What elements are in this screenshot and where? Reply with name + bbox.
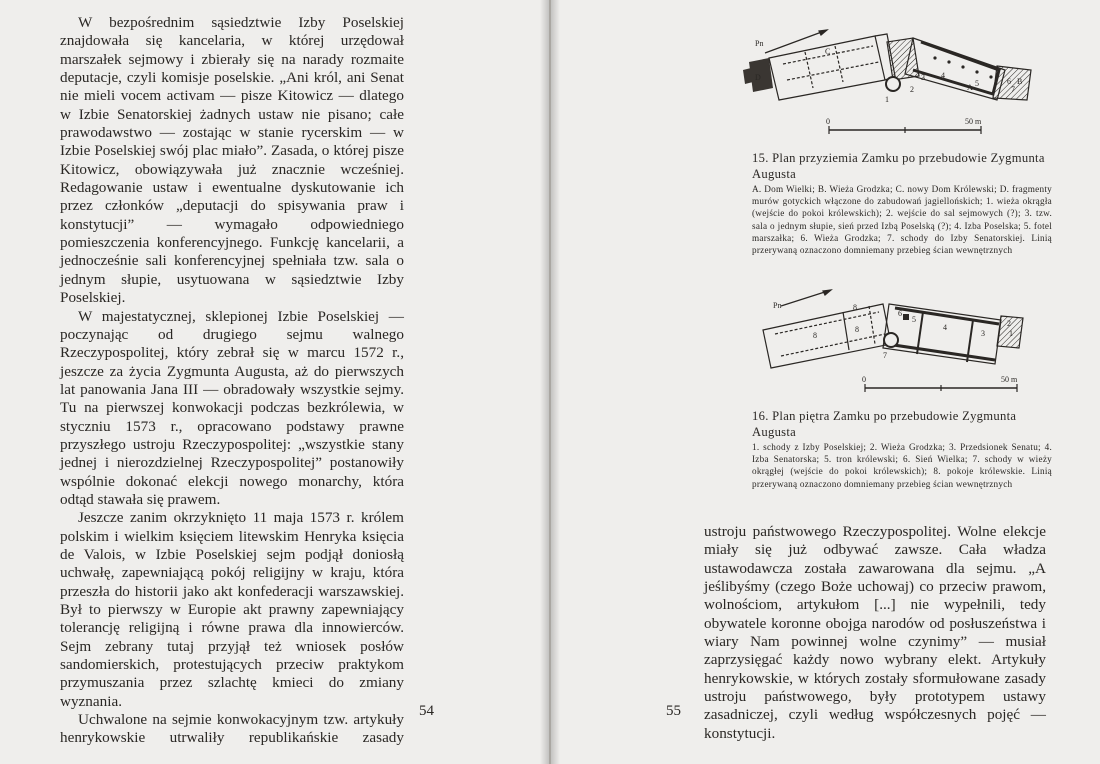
plan-label: 4 bbox=[941, 71, 945, 80]
plan-label: 7 bbox=[1011, 85, 1015, 94]
scale-label: 50 m bbox=[965, 117, 982, 126]
plan-label: 5 bbox=[912, 315, 916, 324]
plan-label: 8 bbox=[853, 303, 857, 312]
figure-16-floor-plan bbox=[755, 286, 1055, 396]
plan-label: 2 bbox=[1007, 319, 1011, 328]
north-label: Pn bbox=[755, 39, 764, 48]
north-label: Pn bbox=[773, 301, 782, 310]
plan-label: 1 bbox=[1009, 329, 1013, 338]
figure-16-caption-title: 16. Plan piętra Zamku po przebudowie Zygmunta Augusta bbox=[752, 409, 1017, 439]
figure-15-legend: A. Dom Wielki; B. Wieża Grodzka; C. nowy Dom Królewski; D. fragmenty murów gotyckich włączone do zabudowań jagiellońskich; 1. wieża okrągła (wejście do pokoi królewskich); 2. wejście do sal sejmowych (?); 3. tzw. sala o jednym słupie, sień przed Izbą Poselską (?); 4. Izba Poselska; 5. fotel marszałka; 6. Wieża Grodzka; 7. schody do Izby Senatorskiej. Linią przerywaną oznaczono domniemany przebieg ścian wewnętrznych bbox=[752, 184, 1052, 256]
scale-zero: 0 bbox=[826, 117, 830, 126]
plan-label: B bbox=[1017, 77, 1023, 86]
figure-15-caption-title: 15. Plan przyziemia Zamku po przebudowie Zygmunta Augusta bbox=[752, 151, 1045, 181]
figure-15-floor-plan bbox=[735, 18, 1055, 142]
left-page-body bbox=[60, 14, 404, 748]
figure-16-legend: 1. schody z Izby Poselskiej; 2. Wieża Grodzka; 3. Przedsionek Senatu; 4. Izba Senatorska; 5. tron królewski; 6. Sień Wielka; 7. schody w wieży okrągłej (wejście do pokoi królewskich); 8. pokoje królewskie. Linią przerywaną oznaczono domniemany przebieg ścian wewnętrznych bbox=[752, 442, 1052, 489]
page-number-left: 54 bbox=[419, 703, 434, 719]
paragraph: Uchwalone na sejmie konwokacyjnym tzw. artykuły henrykowskie utrwaliły republikańskie zasady bbox=[60, 711, 404, 747]
plan-label: 3 bbox=[981, 329, 985, 338]
paragraph: W bezpośrednim sąsiedztwie Izby Poselskiej znajdowała się kancelaria, w której urzędował marszałek sejmowy i zbierały się na narady rozmaite deputacje, czyli komisje poselskie. „Ani król, ani Senat nie mieli vocem activam — pisze Kitowicz — dlatego w Izbie Senatorskiej żadnych ustaw nie pisano; całe prawodawstwo — zostając w stanie rycerskim — w Izbie Poselskiej swój plac miało”. Zasada, o której pisze Kitowicz, obowiązywała już znacznie wcześniej. Redagowanie ustaw i ewentualne dyskutowanie ich przez członków „deputacji do spisywania praw i konstytucji” — wymagało odpowiedniego pomieszczenia konferencyjnego. Funkcję kancelarii, a jednocześnie sali konferencyjnej spełniała tzw. sala o jednym słupie, usytuowana w sąsiedztwie Izby Poselskiej. bbox=[60, 14, 404, 307]
scale-label: 50 m bbox=[1001, 375, 1018, 384]
paragraph: W majestatycznej, sklepionej Izbie Poselskiej — poczynając od drugiego sejmu walnego Rzeczypospolitej, który zebrał się w marcu 1572 r., jeszcze za życia Zygmunta Augusta, aż do pierwszych lat panowania Jana III — obradowały wszystkie sejmy. Tu na pierwszej konwokacji podczas bezkrólewia, w styczniu 1573 r., opracowano podstawy prawne przyszłego ustroju Rzeczypospolitej: „wszystkie stany jednej i nierozdzielnej Rzeczypospolitej” postanowiły wspólnie dokonać elekcji nowego monarchy, która odtąd stawała się prawem. bbox=[60, 307, 404, 508]
scale-zero: 0 bbox=[862, 375, 866, 384]
right-page-body bbox=[704, 523, 1046, 743]
plan-label: 8 bbox=[813, 331, 817, 340]
plan-label: 8 bbox=[855, 325, 859, 334]
page-number-right: 55 bbox=[666, 703, 681, 719]
plan-label: 6 bbox=[1007, 77, 1011, 86]
plan-label: 4 bbox=[943, 323, 947, 332]
book-gutter bbox=[540, 0, 560, 764]
plan-label: C bbox=[825, 47, 831, 56]
plan-label: 7 bbox=[883, 351, 887, 360]
plan-label: A bbox=[967, 83, 973, 92]
paragraph: ustroju państwowego Rzeczypospolitej. Wolne elekcje miały się już odbywać zawsze. Cała władza ustawodawcza została zawarowana dla sejmu. „A jeślibyśmy (czego Boże uchowaj) co przeciw prawom, wolnościom, artykułom [...] nie wypełnili, tedy obywatele koronne obojga narodów od posłuszeństwa i wiary Nam powinnej wolne czynimy” — musiał zaprzysięgać każdy nowo wybrany elekt. Artykuły henrykowskie, w których zostały sformułowane zasady ustroju państwowego, były prototypem ustawy zasadniczej, czyli według współczesnych pojęć — konstytucji. bbox=[704, 523, 1046, 742]
plan-label: 1 bbox=[885, 95, 889, 104]
plan-label: 2 bbox=[910, 85, 914, 94]
plan-label: 3 bbox=[921, 73, 925, 82]
paragraph: Jeszcze zanim okrzyknięto 11 maja 1573 r. królem polskim i wielkim księciem litewskim Henryka księcia de Valois, w Izbie Poselskiej sejm podjął doniosłą uchwałę, zapewniającą pokój religijny w kraju, która przeszła do historii jako akt konfederacji warszawskiej. Był to pierwszy w Europie akt prawny zapewniający tolerancję religijną i równe prawa dla innowierców. Sejm zebrany tutaj przyjął też wniosek posłów sandomierskich, protestujących przeciw praktykom przymuszania przez szlachtę kmieci do zmiany wyznania. bbox=[60, 509, 404, 710]
plan-label: 5 bbox=[975, 79, 979, 88]
plan-label: 6 bbox=[898, 309, 902, 318]
plan-label: D bbox=[755, 73, 761, 82]
